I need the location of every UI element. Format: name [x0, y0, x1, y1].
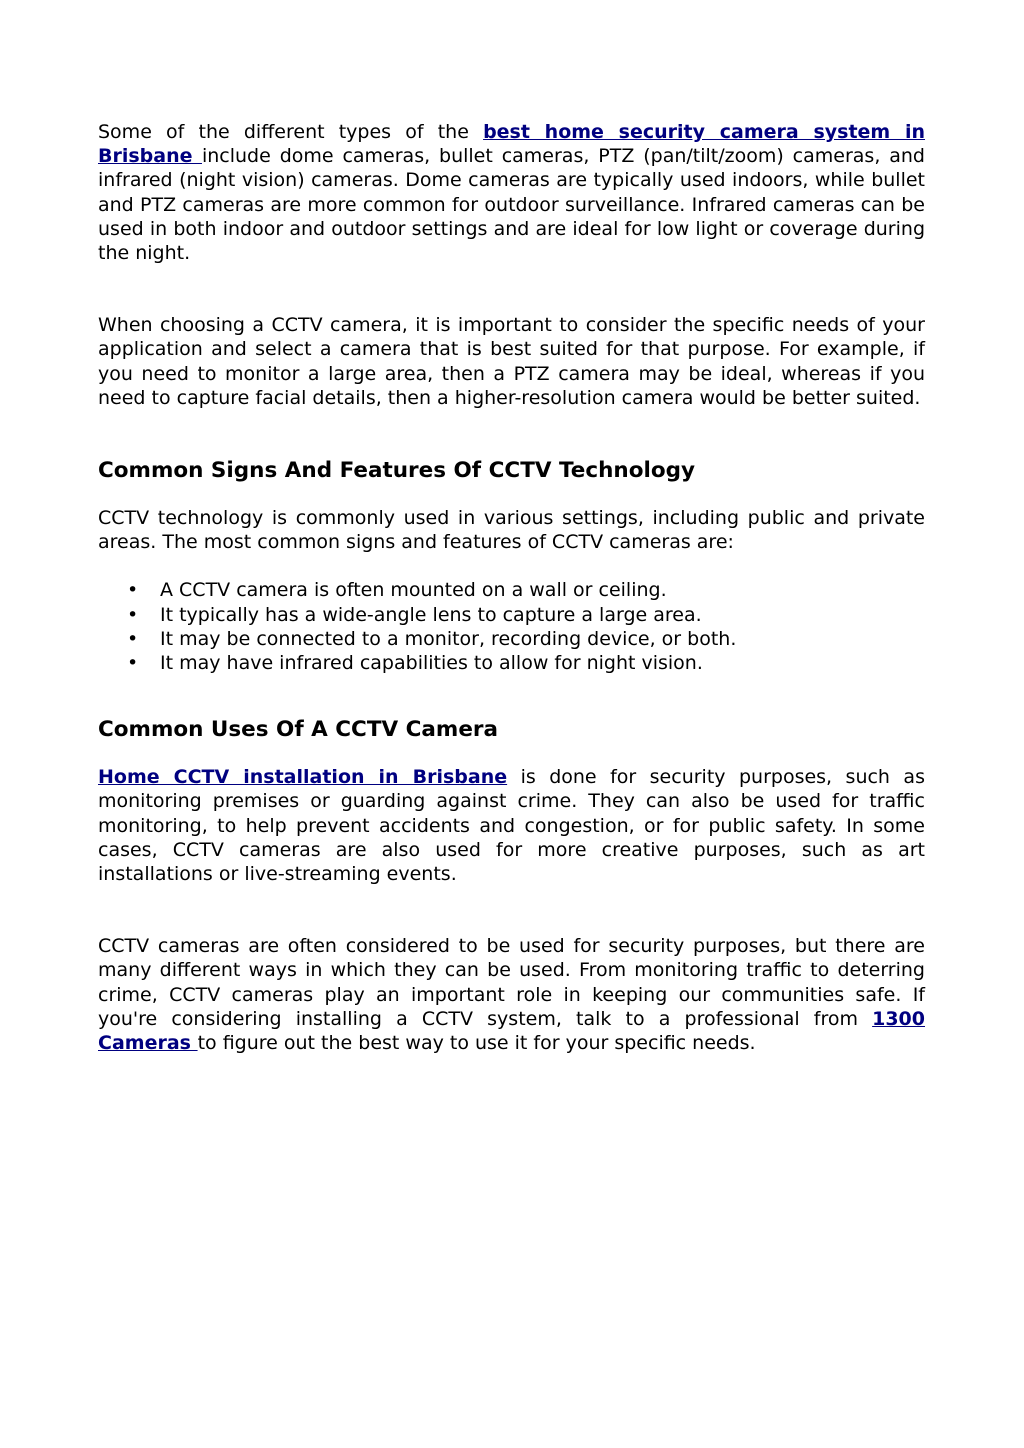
choosing-camera-paragraph: When choosing a CCTV camera, it is important to consider the specific needs of your application and select a camera that is best suited for that purpose. For example, if you need to monitor a large area, then a PTZ camera may be ideal, whereas if you need to capture facial details, then a higher-resolution camera would be better suited. [98, 314, 925, 409]
intro-paragraph [98, 120, 925, 265]
list-item-text: A CCTV camera is often mounted on a wall or ceiling. [160, 579, 667, 602]
bullet-icon: • [127, 579, 139, 602]
signs-features-intro: CCTV technology is commonly used in various settings, including public and private areas. The most common signs and features of CCTV cameras are: [98, 507, 925, 554]
document-page [98, 120, 925, 1055]
best-home-security-camera-link[interactable]: best home security camera system in Brisbane [98, 121, 926, 168]
closing-text-before: CCTV cameras are often considered to be used for security purposes, but there are many different ways in which they can be used. From monitoring traffic to deterring crime, CCTV cameras play an important role in keeping our communities safe. If you're considering installing a CCTV system, talk to a professional from [98, 935, 925, 1030]
common-uses-paragraph [98, 765, 925, 886]
list-item-text: It typically has a wide-angle lens to capture a large area. [160, 603, 702, 626]
list-item-text: It may have infrared capabilities to allow for night vision. [160, 652, 703, 675]
list-item [98, 603, 925, 627]
list-item [98, 651, 925, 675]
list-item [98, 578, 925, 602]
intro-text-before: Some of the different types of the [98, 121, 484, 143]
closing-paragraph [98, 934, 925, 1055]
features-list [98, 578, 925, 675]
intro-text-after: include dome cameras, bullet cameras, PTZ (pan/tilt/zoom) cameras, and infrared (night vision) cameras. Dome cameras are typically used indoors, while bullet and PTZ cameras are more common for outdoor surveillance. Infrared cameras can be used in both indoor and outdoor settings and are ideal for low light or coverage during the night. [98, 145, 925, 265]
closing-text-after: to figure out the best way to use it for your specific needs. [197, 1032, 756, 1055]
1300-cameras-link[interactable]: 1300 Cameras [98, 1007, 925, 1055]
list-item-text: It may be connected to a monitor, recording device, or both. [160, 627, 737, 650]
common-uses-text: is done for security purposes, such as monitoring premises or guarding against crime. They can also be used for traffic monitoring, to help prevent accidents and congestion, or for public safety. In some cases, CCTV cameras are also used for more creative purposes, such as art installations or live-streaming events. [98, 766, 925, 886]
list-item [98, 627, 925, 651]
bullet-icon: • [127, 603, 139, 626]
bullet-icon: • [127, 627, 139, 650]
signs-features-heading: Common Signs And Features Of CCTV Technology [98, 458, 696, 484]
home-cctv-installation-link[interactable]: Home CCTV installation in Brisbane [98, 766, 508, 789]
common-uses-heading: Common Uses Of A CCTV Camera [98, 717, 499, 743]
bullet-icon: • [127, 652, 139, 675]
